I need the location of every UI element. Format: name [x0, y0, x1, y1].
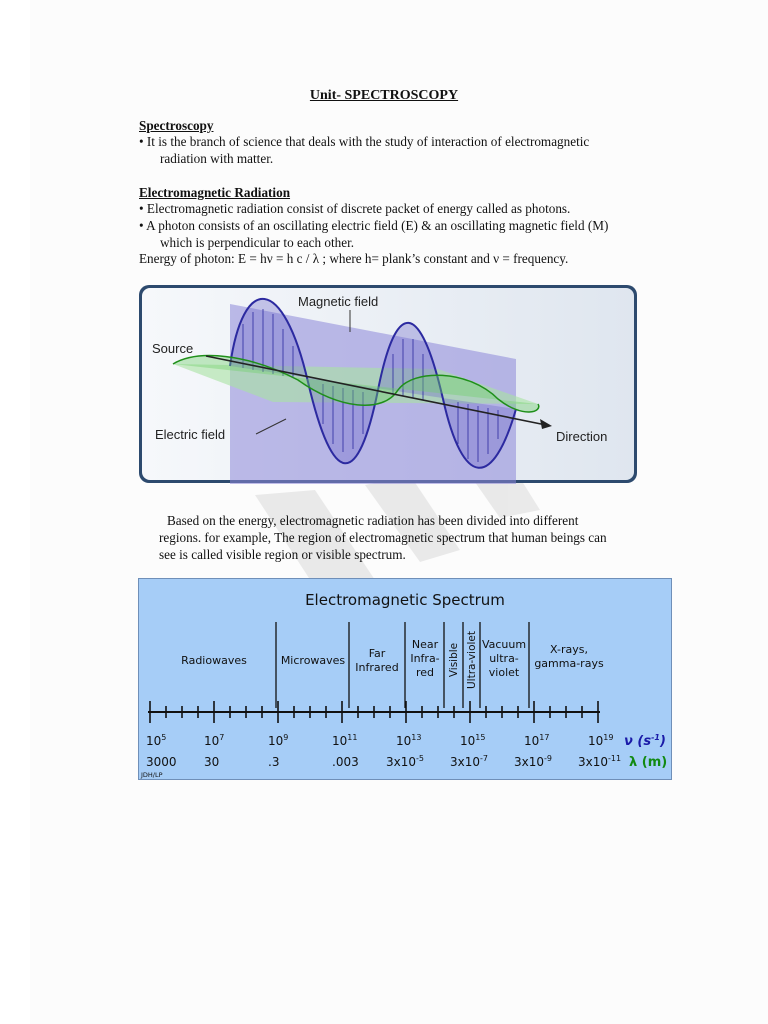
direction-label: Direction — [556, 429, 608, 444]
wavelength-tick-label: 3000 — [146, 755, 177, 769]
wavelength-tick-label: 30 — [204, 755, 220, 769]
em-wave-figure — [138, 284, 638, 484]
magnetic-field-label: Magnetic field — [298, 294, 379, 309]
frequency-tick-label: $10^{17}$ — [524, 733, 550, 748]
region-xrays-2: gamma-rays — [534, 657, 604, 670]
spectroscopy-line-2: radiation with matter. — [160, 151, 274, 166]
lambda-unit-label: λ (m) — [629, 755, 668, 770]
region-near-infrared-3: red — [415, 666, 435, 679]
em-spectrum-figure — [138, 578, 672, 780]
wavelength-tick-label: $3x10^{-7}$ — [450, 754, 488, 769]
source-label: Source — [152, 341, 194, 356]
page-title: Unit- SPECTROSCOPY — [309, 88, 459, 103]
energy-regions-paragraph — [159, 512, 607, 563]
energy-formula: Energy of photon: E = hν = h c / λ ; where h= plank’s constant and ν = frequency. — [139, 251, 569, 266]
credit-label: JDH/LP — [141, 771, 163, 779]
frequency-tick-label: $10^{13}$ — [396, 733, 422, 748]
wavelength-tick-label: .3 — [268, 755, 280, 769]
em-line-3: which is perpendicular to each other. — [160, 235, 355, 250]
wavelength-tick-label: $3x10^{-5}$ — [386, 754, 424, 769]
paragraph-line-1: Based on the energy, electromagnetic radiation has been divided into different — [167, 513, 579, 528]
region-vacuum-uv-2: ultra- — [489, 652, 519, 665]
frequency-tick-label: $10^{19}$ — [588, 733, 614, 748]
paragraph-line-3: see is called visible region or visible spectrum. — [159, 547, 406, 562]
em-radiation-heading: Electromagnetic Radiation — [139, 185, 291, 200]
frequency-tick-label: $10^5$ — [146, 733, 167, 748]
region-near-infrared-2: Infra- — [410, 652, 440, 665]
paragraph-line-2: regions. for example, The region of electromagnetic spectrum that human beings can — [159, 530, 607, 545]
em-line-1: • Electromagnetic radiation consist of discrete packet of energy called as photons. — [139, 201, 571, 216]
spectroscopy-line-1: • It is the branch of science that deals with the study of interaction of electromagnetic — [139, 134, 590, 149]
em-line-2: • A photon consists of an oscillating electric field (E) & an oscillating magnetic field (M) — [139, 218, 609, 233]
region-vacuum-uv-3: violet — [488, 666, 520, 679]
region-vacuum-uv-1: Vacuum — [481, 638, 527, 651]
wavelength-tick-label: .003 — [332, 755, 359, 769]
region-xrays-1: X-rays, — [550, 643, 588, 656]
region-near-infrared-1: Near — [411, 638, 439, 651]
region-radiowaves: Radiowaves — [181, 654, 247, 667]
region-microwaves: Microwaves — [280, 654, 346, 667]
frequency-tick-label: $10^7$ — [204, 733, 225, 748]
nu-unit-label: ν $(s^{-1})$ — [624, 733, 666, 749]
electric-field-label: Electric field — [155, 427, 226, 442]
frequency-tick-label: $10^{15}$ — [460, 733, 486, 748]
region-far-infrared-1: Far — [368, 647, 386, 660]
region-far-infrared-2: Infrared — [355, 661, 399, 674]
wavelength-tick-label: $3x10^{-9}$ — [514, 754, 552, 769]
region-ultraviolet: Ultra-violet — [466, 630, 478, 690]
wavelength-tick-label: $3x10^{-11}$ — [578, 754, 622, 769]
frequency-tick-label: $10^{11}$ — [332, 733, 358, 748]
frequency-tick-label: $10^9$ — [268, 733, 289, 748]
spectrum-title: Electromagnetic Spectrum — [305, 591, 505, 609]
region-visible: Visible — [448, 642, 460, 678]
spectroscopy-heading: Spectroscopy — [139, 118, 214, 133]
